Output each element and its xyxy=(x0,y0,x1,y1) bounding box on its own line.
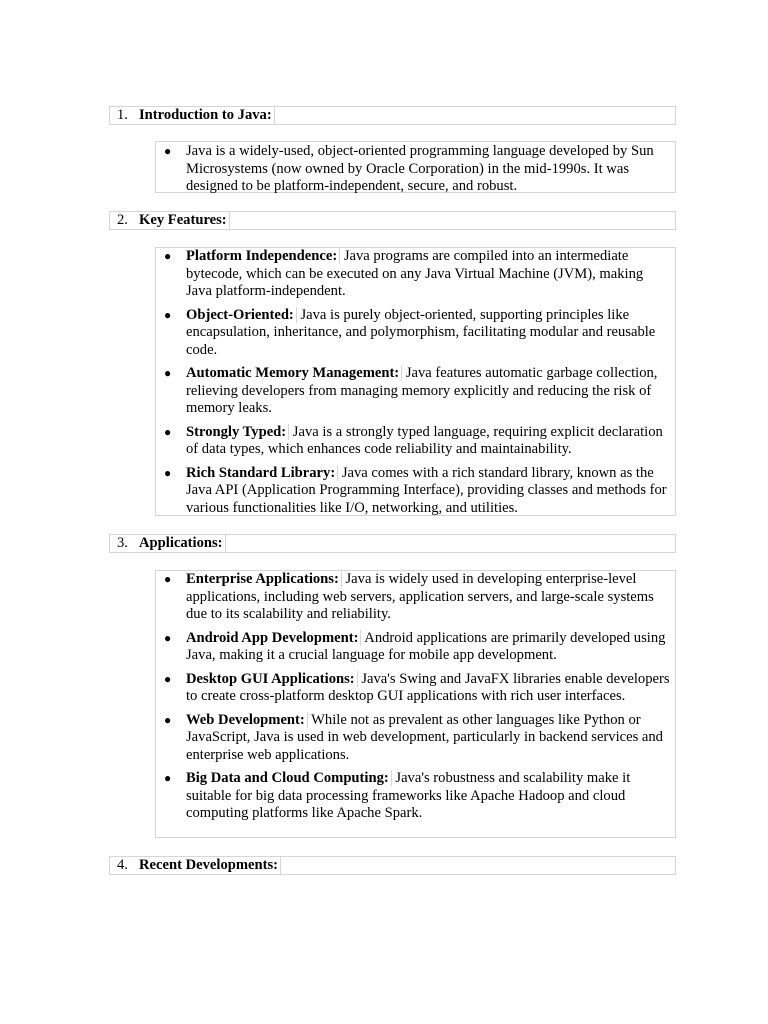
item-term: Strongly Typed: xyxy=(186,424,289,440)
list-item xyxy=(156,248,675,301)
bullet-icon: ● xyxy=(164,572,172,586)
section-number: 4. xyxy=(117,857,128,873)
bullet-icon: ● xyxy=(164,630,172,645)
list-item xyxy=(156,365,675,418)
item-text: Java's robustness and scalability make it suitable for big data processing frameworks like Apache Hadoop and cloud computing platforms like Apache Spark. xyxy=(186,770,631,821)
item-term: Platform Independence: xyxy=(186,248,340,264)
item-term: Automatic Memory Management: xyxy=(186,365,402,381)
list-item xyxy=(156,143,675,196)
item-text: While not as prevalent as other languages like Python or JavaScript, Java is used in web development, particularly in backend services and enterprise web applications. xyxy=(186,711,663,763)
section-title: Key Features: xyxy=(139,212,230,229)
item-term: Rich Standard Library: xyxy=(186,465,338,481)
item-term: Big Data and Cloud Computing: xyxy=(186,770,392,786)
bullet-icon: ● xyxy=(164,249,172,263)
bullet-list-key-features xyxy=(155,247,676,516)
list-item xyxy=(156,465,675,518)
section-number: 2. xyxy=(117,212,128,228)
list-item xyxy=(156,712,675,765)
item-term: Web Development: xyxy=(186,712,308,728)
item-text: Java is a strongly typed language, requiring explicit declaration of data types, which enhances code reliability and maintainability. xyxy=(186,423,663,457)
item-text: Android applications are primarily developed using Java, making it a crucial language for mobile app development. xyxy=(186,629,666,663)
list-item xyxy=(156,671,675,706)
item-term: Enterprise Applications: xyxy=(186,571,342,587)
item-term: Android App Development: xyxy=(186,630,361,646)
list-item xyxy=(156,770,675,823)
section-number: 3. xyxy=(117,535,128,551)
section-heading-introduction xyxy=(109,106,676,125)
bullet-list-introduction xyxy=(155,141,676,193)
bullet-icon: ● xyxy=(164,465,172,480)
item-text: Java is widely used in developing enterprise-level applications, including web servers, application servers, and large-scale systems due to its scalability and reliability. xyxy=(186,571,654,622)
list-item xyxy=(156,307,675,360)
bullet-icon: ● xyxy=(164,144,172,158)
item-term: Desktop GUI Applications: xyxy=(186,671,358,687)
bullet-icon: ● xyxy=(164,307,172,322)
item-text: Java programs are compiled into an intermediate bytecode, which can be executed on any Java Virtual Machine (JVM), making Java platform-independent. xyxy=(186,248,644,299)
list-item xyxy=(156,424,675,459)
section-heading-applications xyxy=(109,534,676,553)
bullet-icon: ● xyxy=(164,424,172,439)
section-title: Introduction to Java: xyxy=(139,107,275,124)
section-heading-recent-developments xyxy=(109,856,676,875)
section-title: Applications: xyxy=(139,535,226,552)
section-title: Recent Developments: xyxy=(139,857,281,874)
item-term: Object-Oriented: xyxy=(186,307,297,323)
item-text: Java is a widely-used, object-oriented programming language developed by Sun Microsystems (now owned by Oracle Corporation) in the mid-1990s. It was designed to be platform-independent, secure, and robust. xyxy=(186,143,654,194)
item-text: Java features automatic garbage collection, relieving developers from managing memory explicitly and reducing the risk of memory leaks. xyxy=(186,365,658,416)
bullet-icon: ● xyxy=(164,712,172,727)
bullet-list-applications xyxy=(155,570,676,838)
section-heading-key-features xyxy=(109,211,676,230)
bullet-icon: ● xyxy=(164,671,172,686)
section-number: 1. xyxy=(117,107,128,123)
list-item xyxy=(156,571,675,624)
bullet-icon: ● xyxy=(164,366,172,380)
item-text: Java is purely object-oriented, supporting principles like encapsulation, inheritance, and polymorphism, facilitating modular and reusable code. xyxy=(186,306,656,358)
list-item xyxy=(156,630,675,665)
bullet-icon: ● xyxy=(164,771,172,785)
item-text: Java comes with a rich standard library, known as the Java API (Application Programming Interface), providing classes and methods for various functionalities like I/O, networking, and utilities. xyxy=(186,464,667,516)
item-text: Java's Swing and JavaFX libraries enable developers to create cross-platform desktop GUI applications with rich user interfaces. xyxy=(186,670,670,704)
